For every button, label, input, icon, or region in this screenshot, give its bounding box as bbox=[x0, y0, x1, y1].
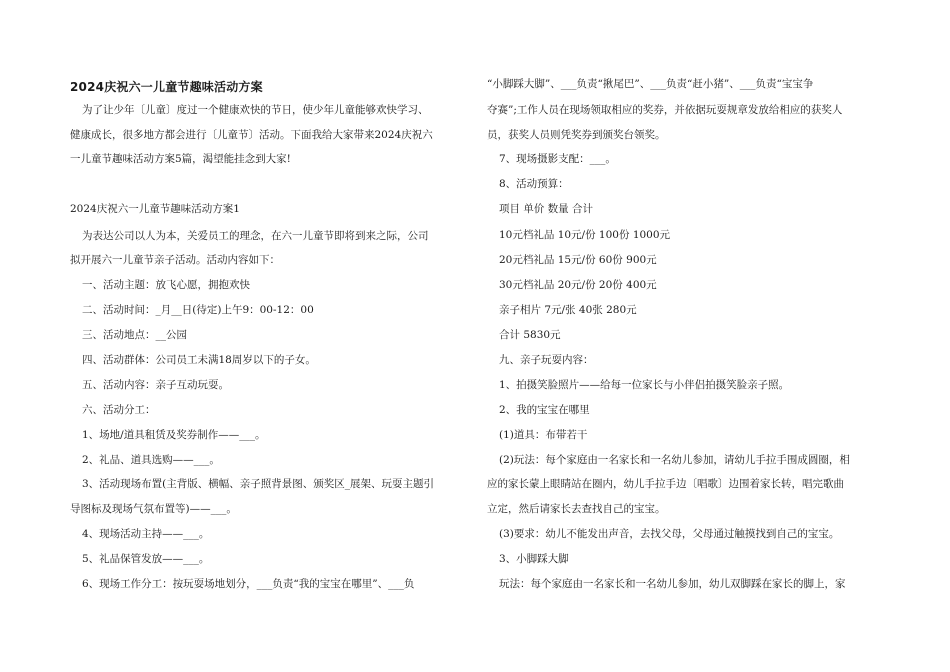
paragraph-line: 员，获奖人员则凭奖券到颁奖台领奖。 bbox=[487, 129, 666, 141]
budget-row: 项目 单价 数量 合计 bbox=[499, 203, 594, 215]
list-item: 九、亲子玩耍内容： bbox=[499, 354, 594, 366]
list-item: 一、活动主题：放飞心愿，拥抱欢快 bbox=[82, 279, 250, 291]
budget-row: 20元档礼品 15元/份 60份 900元 bbox=[499, 254, 657, 266]
paragraph-line: 玩法：每个家庭由一名家长和一名幼儿参加，幼儿双脚踩在家长的脚上，家 bbox=[499, 578, 846, 590]
section-heading: 2024庆祝六一儿童节趣味活动方案1 bbox=[70, 203, 240, 215]
paragraph-line: 拟开展六一儿童节亲子活动。活动内容如下： bbox=[70, 254, 280, 266]
budget-row: 亲子相片 7元/张 40张 280元 bbox=[499, 304, 637, 316]
list-item: 二、活动时间：_月__日(待定)上午9：00-12：00 bbox=[82, 304, 314, 316]
list-item: 五、活动内容：亲子互动玩耍。 bbox=[82, 379, 229, 391]
list-item: 7、现场摄影支配：___。 bbox=[499, 153, 616, 165]
paragraph-line: 一儿童节趣味活动方案5篇，渴望能挂念到大家! bbox=[70, 153, 291, 165]
list-item: 8、活动预算： bbox=[499, 178, 569, 190]
list-item: 4、现场活动主持——___。 bbox=[82, 528, 210, 540]
list-item: 3、小脚踩大脚 bbox=[499, 553, 569, 565]
list-item: (2)玩法：每个家庭由一名家长和一名幼儿参加，请幼儿手拉手围成圆圈，相 bbox=[499, 454, 850, 466]
budget-row: 30元档礼品 20元/份 20份 400元 bbox=[499, 279, 657, 291]
paragraph-line: 导图标及现场气氛布置等)——___。 bbox=[70, 503, 237, 515]
list-item: 三、活动地点：__公园 bbox=[82, 329, 187, 341]
paragraph-line: 健康成长，很多地方都会进行〔儿童节〕活动。下面我给大家带来2024庆祝六 bbox=[70, 129, 433, 141]
list-item: 四、活动群体：公司员工未满18周岁以下的子女。 bbox=[82, 354, 316, 366]
list-item: 5、礼品保管发放——___。 bbox=[82, 553, 210, 565]
list-item: 6、现场工作分工：按玩耍场地划分，___负责“我的宝宝在哪里”、___负 bbox=[82, 578, 415, 590]
list-item: 1、拍摄笑脸照片——给每一位家长与小伴侣拍摄笑脸亲子照。 bbox=[499, 379, 790, 391]
list-item: 2、我的宝宝在哪里 bbox=[499, 404, 590, 416]
list-item: 1、场地/道具租赁及奖券制作——___。 bbox=[82, 429, 266, 441]
list-item: 3、活动现场布置(主背版、横幅、亲子照背景图、颁奖区_展架、玩耍主题引 bbox=[82, 478, 435, 490]
list-item: (3)要求：幼儿不能发出声音，去找父母，父母通过触摸找到自己的宝宝。 bbox=[499, 528, 840, 540]
paragraph-line: 立定，然后请家长去查找自己的宝宝。 bbox=[487, 503, 666, 515]
paragraph-line: 应的家长蒙上眼睛站在圈内，幼儿手拉手边〔唱歌〕边围着家长转，唱完歌曲 bbox=[487, 478, 844, 490]
list-item: 六、活动分工： bbox=[82, 404, 156, 416]
paragraph-line: “小脚踩大脚”、___负责“揪尾巴”、___负责“赶小猪”、___负责“宝宝争 bbox=[487, 78, 814, 90]
paragraph-line: 为了让少年〔儿童〕度过一个健康欢快的节日，使少年儿童能够欢快学习、 bbox=[82, 104, 429, 116]
document-title: 2024庆祝六一儿童节趣味活动方案 bbox=[70, 80, 263, 94]
budget-total: 合计 5830元 bbox=[499, 329, 561, 341]
paragraph-line: 为表达公司以人为本，关爱员工的理念，在六一儿童节即将到来之际，公司 bbox=[82, 230, 429, 242]
budget-row: 10元档礼品 10元/份 100份 1000元 bbox=[499, 229, 671, 241]
paragraph-line: 夺赛”;工作人员在现场领取相应的奖券，并依据玩耍规章发放给相应的获奖人 bbox=[487, 104, 843, 116]
list-item: 2、礼品、道具选购——___。 bbox=[82, 454, 220, 466]
list-item: (1)道具：布带若干 bbox=[499, 429, 588, 441]
